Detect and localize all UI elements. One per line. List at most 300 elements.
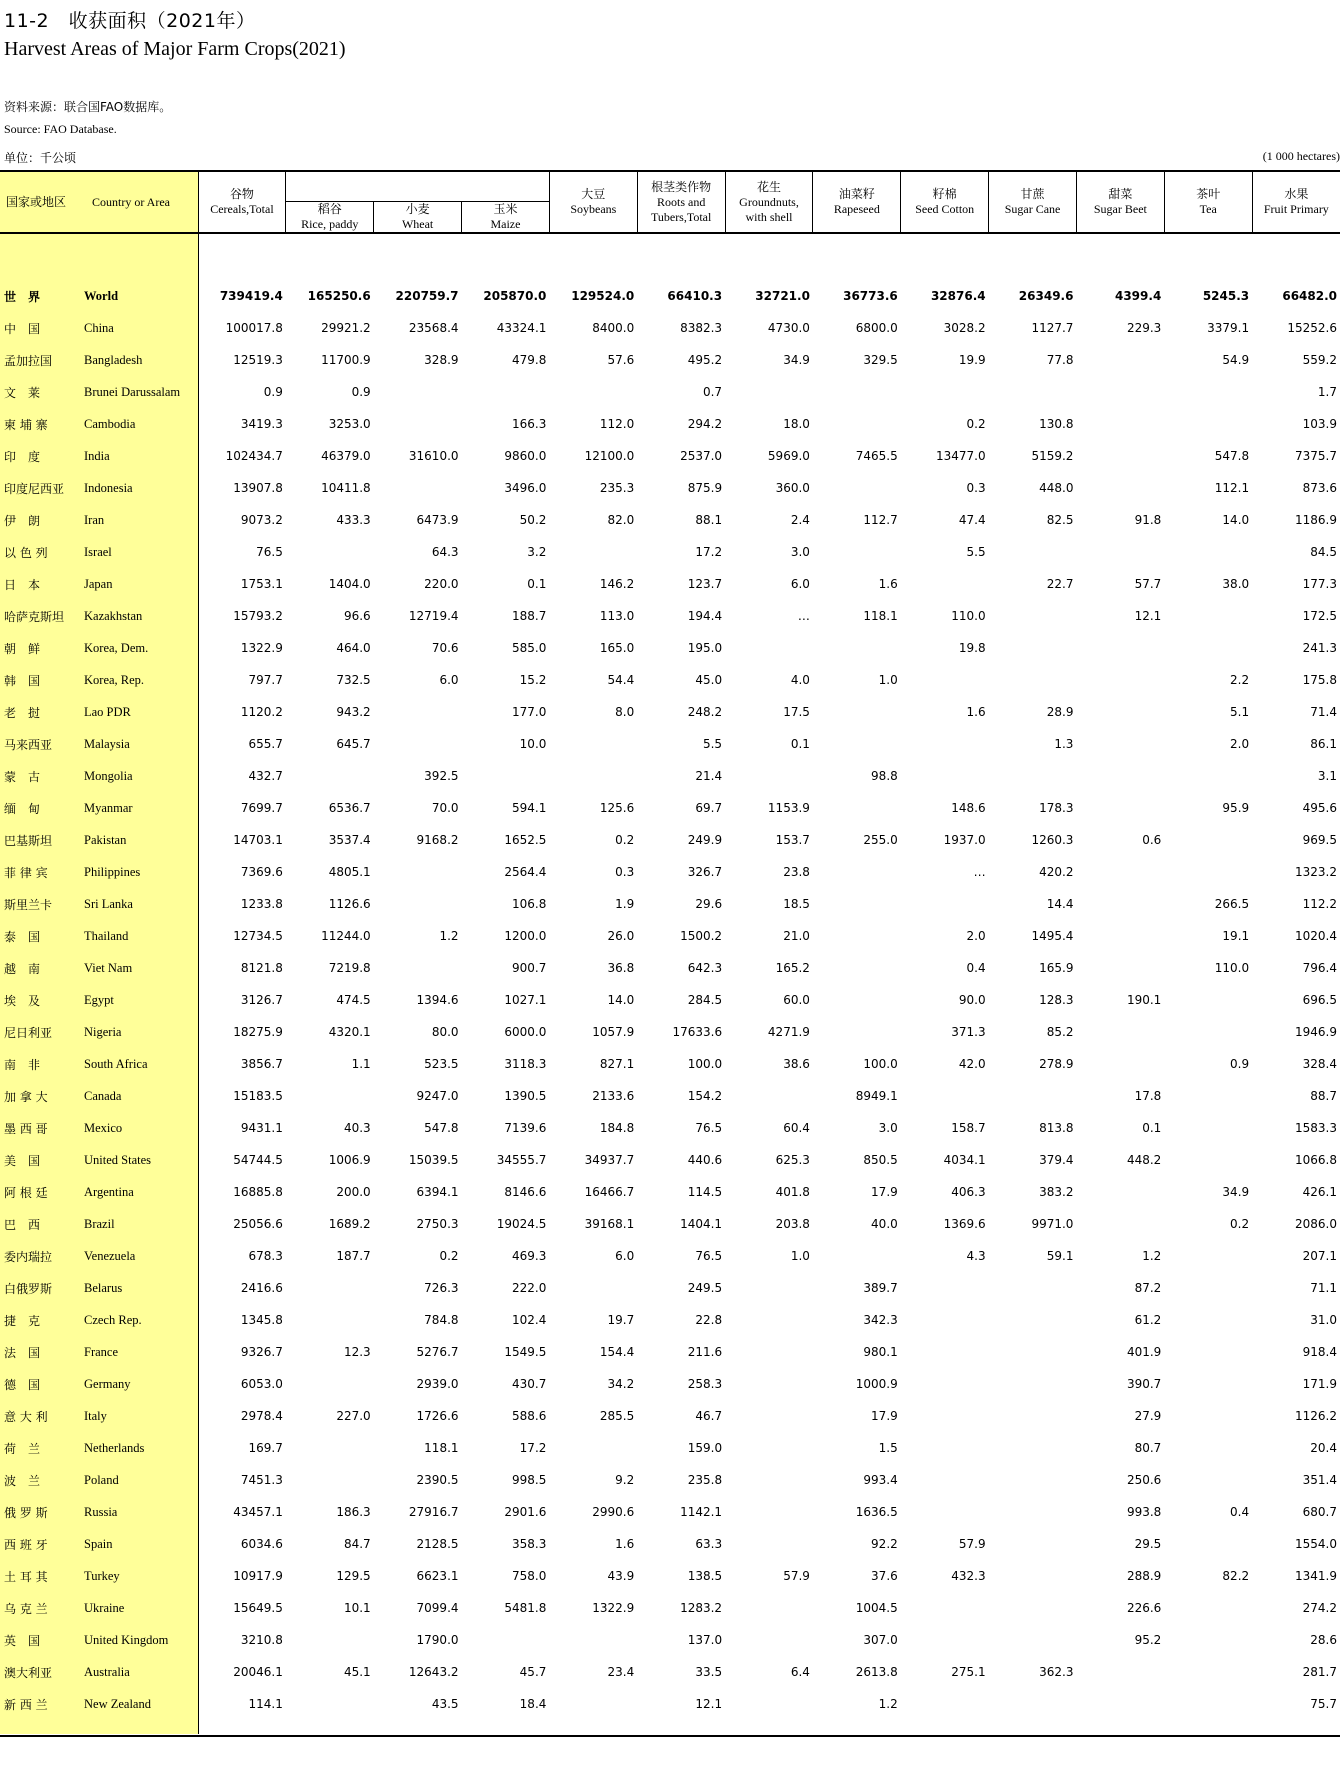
value-cell	[549, 760, 637, 792]
value-cell	[1164, 760, 1252, 792]
value-cell	[1164, 1080, 1252, 1112]
table-row	[0, 1592, 1340, 1624]
value-cell: 1652.5	[504, 833, 547, 847]
country-name-en: New Zealand	[82, 1688, 198, 1720]
value-cell	[813, 1016, 901, 1048]
value-cell: 993.8	[1126, 1505, 1162, 1519]
value-cell: 229.3	[1126, 321, 1162, 335]
value-cell: 15183.5	[233, 1089, 283, 1103]
table-row	[0, 1624, 1340, 1656]
value-cell: 406.3	[951, 1185, 986, 1199]
value-cell: 38.6	[783, 1057, 810, 1071]
value-cell: 100.0	[687, 1057, 723, 1071]
country-name-en: Mexico	[82, 1112, 198, 1144]
value-cell: 11244.0	[321, 929, 371, 943]
value-cell	[725, 1080, 813, 1112]
value-cell: 12643.2	[408, 1665, 459, 1679]
value-cell	[1076, 376, 1164, 408]
value-cell: 362.3	[1039, 1665, 1074, 1679]
value-cell	[1164, 1592, 1252, 1624]
country-name-cn: 以 色 列	[0, 536, 82, 568]
value-cell	[813, 408, 901, 440]
value-cell: 5.5	[702, 737, 723, 751]
value-cell: 14.0	[1222, 513, 1250, 527]
value-cell: 54.9	[1222, 353, 1250, 367]
value-cell: …	[973, 865, 986, 879]
value-cell: 1283.2	[680, 1601, 723, 1615]
value-cell: 249.5	[687, 1281, 723, 1295]
header-cereals-en: Cereals,Total	[210, 202, 274, 216]
value-cell: 1500.2	[680, 929, 723, 943]
value-cell	[286, 1272, 374, 1304]
header-roots	[637, 171, 725, 233]
country-name-en: Iran	[82, 504, 198, 536]
value-cell: 1549.5	[504, 1345, 547, 1359]
value-cell: 827.1	[599, 1057, 635, 1071]
value-cell: 19.7	[607, 1313, 635, 1327]
value-cell: 112.2	[1302, 897, 1337, 911]
value-cell: 3118.3	[504, 1057, 547, 1071]
value-cell	[725, 1688, 813, 1720]
value-cell: 9168.2	[416, 833, 459, 847]
table-row	[0, 1528, 1340, 1560]
value-cell	[1076, 1016, 1164, 1048]
country-name-en: Canada	[82, 1080, 198, 1112]
value-cell	[549, 728, 637, 760]
value-cell	[1076, 472, 1164, 504]
value-cell: 63.3	[695, 1537, 723, 1551]
country-name-en: Venezuela	[82, 1240, 198, 1272]
value-cell: 27.9	[1134, 1409, 1162, 1423]
header-country-cn: 国家或地区	[0, 171, 82, 233]
value-cell: 45.1	[343, 1665, 371, 1679]
value-cell: 390.7	[1126, 1377, 1162, 1391]
country-name-cn: 俄 罗 斯	[0, 1496, 82, 1528]
value-cell	[813, 696, 901, 728]
country-name-cn: 韩 国	[0, 664, 82, 696]
value-cell: 2537.0	[680, 449, 723, 463]
value-cell: 1126.2	[1295, 1409, 1337, 1423]
table-number-title-cn: 11-2 收获面积（2021年）	[4, 10, 256, 32]
value-cell: 4805.1	[328, 865, 371, 879]
value-cell: 194.4	[687, 609, 723, 623]
value-cell: 112.7	[863, 513, 898, 527]
value-cell: 726.3	[424, 1281, 459, 1295]
value-cell: 43.9	[607, 1569, 635, 1583]
value-cell	[989, 1400, 1077, 1432]
value-cell: 547.8	[1214, 449, 1250, 463]
value-cell: 274.2	[1302, 1601, 1337, 1615]
value-cell	[989, 1592, 1077, 1624]
value-cell: 16885.8	[233, 1185, 283, 1199]
header-seed-cotton-en: Seed Cotton	[915, 202, 975, 216]
value-cell: 1554.0	[1295, 1537, 1337, 1551]
value-cell: 4730.0	[767, 321, 810, 335]
value-cell: 0.3	[615, 865, 635, 879]
value-cell	[549, 1432, 637, 1464]
header-rapeseed	[813, 171, 901, 233]
value-cell: 34.2	[607, 1377, 635, 1391]
value-cell	[1076, 632, 1164, 664]
value-cell: 0.1	[790, 737, 810, 751]
table-row	[0, 760, 1340, 792]
value-cell: 1057.9	[592, 1025, 635, 1039]
country-name-cn: 澳大利亚	[0, 1656, 82, 1688]
table-row	[0, 1336, 1340, 1368]
value-cell: 642.3	[687, 961, 723, 975]
value-cell	[813, 472, 901, 504]
country-name-cn: 埃 及	[0, 984, 82, 1016]
value-cell: 1233.8	[240, 897, 283, 911]
table-row	[0, 1176, 1340, 1208]
country-name-en: France	[82, 1336, 198, 1368]
value-cell: 211.6	[687, 1345, 723, 1359]
value-cell: 15793.2	[233, 609, 283, 623]
country-name-en: Argentina	[82, 1176, 198, 1208]
country-name-cn: 缅 甸	[0, 792, 82, 824]
value-cell: 7375.7	[1295, 449, 1337, 463]
value-cell: 474.5	[336, 993, 371, 1007]
value-cell	[901, 1688, 989, 1720]
value-cell: 23.4	[607, 1665, 635, 1679]
country-name-en: Brunei Darussalam	[82, 376, 198, 408]
value-cell: 20046.1	[233, 1665, 283, 1679]
value-cell	[725, 1496, 813, 1528]
value-cell: 15649.5	[233, 1601, 283, 1615]
country-name-cn: 老 挝	[0, 696, 82, 728]
value-cell: 80.7	[1134, 1441, 1162, 1455]
header-seed-cotton	[901, 171, 989, 233]
table-header	[0, 171, 1340, 234]
value-cell: 329.5	[863, 353, 898, 367]
value-cell: 21.4	[695, 769, 723, 783]
value-cell: 77.8	[1046, 353, 1074, 367]
value-cell: 220759.7	[395, 289, 459, 303]
value-cell: 86.1	[1310, 737, 1337, 751]
value-cell: 10411.8	[321, 481, 371, 495]
value-cell: 0.2	[439, 1249, 459, 1263]
value-cell: 696.5	[1302, 993, 1337, 1007]
value-cell: 1000.9	[855, 1377, 898, 1391]
header-roots-en-2: Tubers,Total	[650, 209, 712, 224]
value-cell: 1004.5	[855, 1601, 898, 1615]
value-cell: 797.7	[248, 673, 283, 687]
value-cell: 110.0	[951, 609, 986, 623]
country-name-cn: 波 兰	[0, 1464, 82, 1496]
value-cell: 14.4	[1046, 897, 1074, 911]
value-cell	[286, 1304, 374, 1336]
value-cell: 165.2	[775, 961, 810, 975]
value-cell: 1.2	[439, 929, 459, 943]
value-cell: 678.3	[248, 1249, 283, 1263]
value-cell: 594.1	[512, 801, 547, 815]
value-cell: 159.0	[687, 1441, 723, 1455]
header-sugar-beet-en: Sugar Beet	[1093, 202, 1147, 216]
table-row	[0, 472, 1340, 504]
value-cell: 625.3	[775, 1153, 810, 1167]
country-name-en: Germany	[82, 1368, 198, 1400]
country-name-en: Belarus	[82, 1272, 198, 1304]
header-tea-cn: 茶叶	[1196, 187, 1221, 201]
value-cell: 102434.7	[225, 449, 283, 463]
value-cell: 401.9	[1126, 1345, 1162, 1359]
value-cell: 1.5	[878, 1441, 898, 1455]
value-cell: 0.4	[1230, 1505, 1250, 1519]
value-cell: 9860.0	[504, 449, 547, 463]
value-cell: 2901.6	[504, 1505, 547, 1519]
value-cell	[901, 568, 989, 600]
value-cell: 1127.7	[1031, 321, 1074, 335]
value-cell	[813, 952, 901, 984]
value-cell: 128.3	[1039, 993, 1074, 1007]
value-cell: 114.1	[248, 1697, 283, 1711]
header-tea	[1164, 171, 1252, 233]
value-cell	[549, 1688, 637, 1720]
header-maize-en: Maize	[490, 217, 521, 231]
value-cell: 12.3	[343, 1345, 371, 1359]
value-cell: 222.0	[512, 1281, 547, 1295]
value-cell: 2390.5	[416, 1473, 459, 1487]
table-row	[0, 696, 1340, 728]
value-cell: 284.5	[687, 993, 723, 1007]
table-row	[0, 1688, 1340, 1720]
value-cell: 1020.4	[1295, 929, 1337, 943]
value-cell	[462, 376, 550, 408]
value-cell: 9326.7	[240, 1345, 283, 1359]
value-cell: 758.0	[512, 1569, 547, 1583]
value-cell: 87.2	[1134, 1281, 1162, 1295]
value-cell: 43.5	[431, 1697, 459, 1711]
value-cell: 95.2	[1134, 1633, 1162, 1647]
value-cell: 523.5	[424, 1057, 459, 1071]
value-cell: 100.0	[863, 1057, 898, 1071]
value-cell: 64.3	[431, 545, 459, 559]
country-name-cn: 伊 朗	[0, 504, 82, 536]
value-cell	[989, 1080, 1077, 1112]
value-cell: 70.6	[431, 641, 459, 655]
value-cell: 440.6	[687, 1153, 723, 1167]
country-name-cn: 巴 西	[0, 1208, 82, 1240]
value-cell: 8949.1	[855, 1089, 898, 1103]
value-cell: 980.1	[863, 1345, 898, 1359]
value-cell: 1126.6	[328, 897, 371, 911]
value-cell: 36.8	[607, 961, 635, 975]
country-name-en: Spain	[82, 1528, 198, 1560]
value-cell: 10.0	[519, 737, 547, 751]
value-cell: 106.8	[512, 897, 547, 911]
value-cell: 203.8	[775, 1217, 810, 1231]
value-cell: 22.7	[1046, 577, 1074, 591]
value-cell: 1790.0	[416, 1633, 459, 1647]
header-soybeans-cn: 大豆	[581, 187, 606, 201]
header-sugar-cane-cn: 甘蔗	[1020, 187, 1045, 201]
value-cell	[1164, 984, 1252, 1016]
value-cell	[813, 728, 901, 760]
value-cell: 13907.8	[233, 481, 283, 495]
value-cell: 82.5	[1046, 513, 1074, 527]
value-cell	[725, 632, 813, 664]
value-cell: 2990.6	[592, 1505, 635, 1519]
value-cell: 66482.0	[1282, 289, 1337, 303]
value-cell: 112.0	[599, 417, 635, 431]
country-name-en: Thailand	[82, 920, 198, 952]
header-groundnuts-en-1: Groundnuts,	[739, 194, 799, 209]
value-cell: 8146.6	[504, 1185, 547, 1199]
value-cell: 448.0	[1039, 481, 1074, 495]
value-cell: 125.6	[599, 801, 635, 815]
value-cell: 15.2	[519, 673, 547, 687]
header-rapeseed-en: Rapeseed	[833, 202, 880, 216]
value-cell	[1076, 664, 1164, 696]
value-cell: 85.2	[1046, 1025, 1074, 1039]
value-cell: 371.3	[951, 1025, 986, 1039]
value-cell: 25056.6	[233, 1217, 283, 1231]
value-cell: 351.4	[1302, 1473, 1337, 1487]
value-cell: 9971.0	[1031, 1217, 1074, 1231]
country-name-cn: 加 拿 大	[0, 1080, 82, 1112]
value-cell: 9431.1	[240, 1121, 283, 1135]
value-cell: 1404.1	[680, 1217, 723, 1231]
value-cell: 17.2	[695, 545, 723, 559]
country-name-cn: 世 界	[0, 280, 82, 312]
country-name-cn: 南 非	[0, 1048, 82, 1080]
header-seed-cotton-cn: 籽棉	[932, 187, 957, 201]
value-cell: 54744.5	[233, 1153, 283, 1167]
value-cell: 328.9	[424, 353, 459, 367]
value-cell: 6.0	[615, 1249, 635, 1263]
value-cell: 3253.0	[328, 417, 371, 431]
header-tea-en: Tea	[1199, 202, 1217, 216]
table-row	[0, 1144, 1340, 1176]
value-cell: 1323.2	[1295, 865, 1337, 879]
value-cell	[1164, 1304, 1252, 1336]
value-cell: 17.9	[871, 1185, 898, 1199]
value-cell: 1404.0	[328, 577, 371, 591]
table-body	[0, 234, 1340, 1734]
value-cell: 34937.7	[584, 1153, 635, 1167]
header-maize	[462, 202, 550, 234]
country-name-cn: 土 耳 其	[0, 1560, 82, 1592]
value-cell	[989, 1432, 1077, 1464]
country-name-cn: 新 西 兰	[0, 1688, 82, 1720]
country-name-en: Sri Lanka	[82, 888, 198, 920]
value-cell	[1076, 408, 1164, 440]
value-cell: 266.5	[1214, 897, 1250, 911]
value-cell: 14.0	[607, 993, 635, 1007]
value-cell: 285.5	[599, 1409, 635, 1423]
value-cell: 69.7	[695, 801, 723, 815]
value-cell: 389.7	[863, 1281, 898, 1295]
value-cell: 358.3	[512, 1537, 547, 1551]
value-cell: 1260.3	[1031, 833, 1074, 847]
value-cell: 31610.0	[408, 449, 459, 463]
value-cell: 2.2	[1230, 673, 1250, 687]
value-cell: 184.8	[599, 1121, 635, 1135]
value-cell: 2.0	[966, 929, 986, 943]
value-cell: 281.7	[1302, 1665, 1337, 1679]
value-cell: 495.2	[687, 353, 723, 367]
value-cell: 153.7	[775, 833, 810, 847]
value-cell: 165250.6	[307, 289, 371, 303]
value-cell	[725, 1464, 813, 1496]
value-cell: 84.7	[343, 1537, 371, 1551]
value-cell: 23.8	[783, 865, 810, 879]
value-cell: 1006.9	[328, 1153, 371, 1167]
value-cell: 95.9	[1222, 801, 1250, 815]
value-cell: 22.8	[695, 1313, 723, 1327]
value-cell: 154.2	[687, 1089, 723, 1103]
value-cell: 392.5	[424, 769, 459, 783]
padding-cell-cn	[0, 1720, 82, 1734]
value-cell: 57.9	[958, 1537, 986, 1551]
table-row	[0, 1496, 1340, 1528]
value-cell: 32876.4	[930, 289, 986, 303]
value-cell: 200.0	[336, 1185, 371, 1199]
value-cell	[901, 1400, 989, 1432]
value-cell: 2.0	[1230, 737, 1250, 751]
value-cell: 76.5	[695, 1249, 723, 1263]
value-cell: 8.0	[615, 705, 635, 719]
value-cell	[1164, 1656, 1252, 1688]
country-name-en: Viet Nam	[82, 952, 198, 984]
value-cell	[1164, 1144, 1252, 1176]
value-cell: 84.5	[1310, 545, 1337, 559]
value-cell: 177.3	[1302, 577, 1337, 591]
value-cell	[286, 1080, 374, 1112]
value-cell: 19.9	[958, 353, 986, 367]
value-cell: 288.9	[1126, 1569, 1162, 1583]
value-cell	[374, 472, 462, 504]
value-cell: 226.6	[1126, 1601, 1162, 1615]
value-cell: 227.0	[336, 1409, 371, 1423]
country-name-en: Australia	[82, 1656, 198, 1688]
value-cell: 5969.0	[767, 449, 810, 463]
value-cell: 112.1	[1214, 481, 1250, 495]
value-cell: 91.8	[1134, 513, 1162, 527]
value-cell: 850.5	[863, 1153, 898, 1167]
table-row	[0, 1080, 1340, 1112]
value-cell: 16466.7	[584, 1185, 635, 1199]
value-cell: 5481.8	[504, 1601, 547, 1615]
table-row	[0, 344, 1340, 376]
value-cell: 1.2	[1142, 1249, 1162, 1263]
value-cell	[813, 1240, 901, 1272]
value-cell: 205870.0	[483, 289, 547, 303]
value-cell: 464.0	[336, 641, 371, 655]
harvest-area-table	[0, 170, 1340, 1734]
value-cell: 110.0	[1214, 961, 1250, 975]
value-cell: 29.6	[695, 897, 723, 911]
value-cell: 47.4	[958, 513, 986, 527]
value-cell	[549, 1624, 637, 1656]
value-cell: 138.5	[687, 1569, 723, 1583]
value-cell: 235.8	[687, 1473, 723, 1487]
value-cell: 60.0	[783, 993, 810, 1007]
value-cell: 6.0	[790, 577, 810, 591]
country-name-en: Russia	[82, 1496, 198, 1528]
value-cell: 158.7	[951, 1121, 986, 1135]
country-name-cn: 尼日利亚	[0, 1016, 82, 1048]
value-cell: 1.9	[615, 897, 635, 911]
value-cell	[725, 1624, 813, 1656]
country-name-en: Cambodia	[82, 408, 198, 440]
value-cell: 1200.0	[504, 929, 547, 943]
table-row	[0, 376, 1340, 408]
value-cell	[1164, 1432, 1252, 1464]
value-cell: 7219.8	[328, 961, 371, 975]
value-cell: 873.6	[1302, 481, 1337, 495]
value-cell: 495.6	[1302, 801, 1337, 815]
